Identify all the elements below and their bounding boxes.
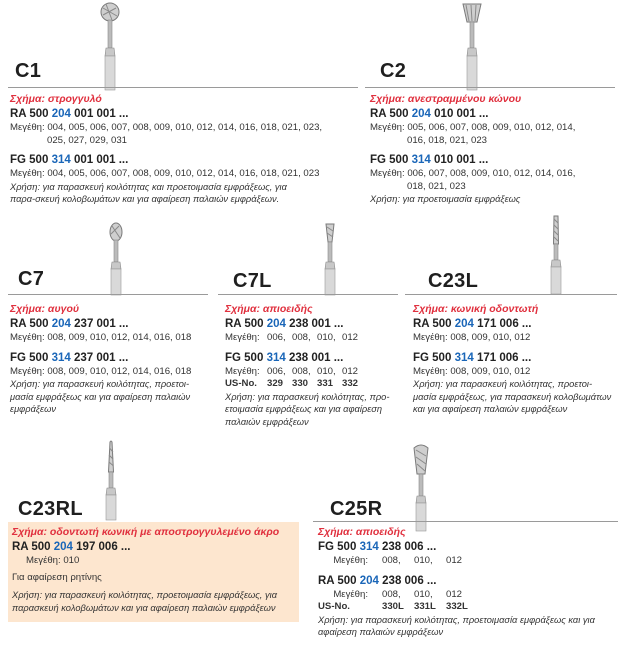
ref-mid: 204 (51, 108, 71, 120)
us-value: 331L (414, 601, 436, 612)
ref-mid: 314 (51, 351, 71, 364)
c23l-divider (405, 294, 617, 295)
ref-suffix: 238 006 ... (378, 574, 437, 587)
c23rl-block (12, 526, 297, 614)
ref-prefix: RA 500 (413, 318, 455, 330)
c2-fg-sizes-2: 018, 021, 023 (407, 180, 466, 192)
c23rl-usage-note: Χρήση: για παρασκευή κοιλότητας, προετοιμασία εμφράξεως, για παρασκευή κολοβωμάτων και για αφαίρεση παλαιών εμφράξεων (12, 590, 277, 613)
ref-suffix: 010 001 ... (430, 108, 489, 120)
size-value: 010, (317, 332, 336, 343)
c7l-ra-ref (225, 317, 405, 332)
c1-round-bur-image (100, 2, 120, 92)
ref-prefix: FG 500 (318, 541, 360, 553)
ref-prefix: RA 500 (318, 574, 360, 587)
c7-code: C7 (18, 268, 45, 290)
c25r-block (318, 526, 618, 639)
c25r-fg-sizes (318, 555, 618, 568)
ref-prefix: FG 500 (225, 351, 267, 364)
c23l-shape: Σχήμα: κωνική οδοντωτή (413, 303, 539, 315)
c2-ra-ref (370, 107, 620, 122)
c25r-ra-ref (318, 574, 618, 589)
size-value: 012 (446, 588, 463, 600)
c25r-shape: Σχήμα: απιοειδής (318, 526, 406, 538)
c2-inverted-cone-bur-image (460, 2, 484, 92)
c7l-divider (218, 294, 398, 295)
sizes-label: Μεγέθη: (333, 588, 368, 600)
c23l-fg-sizes: Μεγέθη: 008, 009, 010, 012 (413, 365, 531, 377)
us-value: 329 (267, 378, 284, 389)
ref-prefix: RA 500 (10, 318, 52, 330)
c7-divider (8, 294, 208, 295)
c7l-fg-sizes (225, 366, 405, 379)
ref-prefix: FG 500 (413, 351, 455, 364)
c1-ra-sizes-2: 025, 027, 029, 031 (47, 134, 128, 146)
ref-mid: 204 (51, 318, 71, 330)
ref-mid: 314 (359, 541, 379, 553)
c7-fg-sizes: Μεγέθη: 008, 009, 010, 012, 014, 016, 018 (10, 365, 192, 377)
ref-suffix: 171 006 ... (473, 318, 532, 330)
size-value: 008, (382, 555, 401, 566)
c1-block (10, 93, 360, 206)
ref-suffix: 197 006 ... (72, 541, 131, 553)
c2-usage-note: Χρήση: για προετοιμασία εμφράξεως (370, 194, 521, 204)
c1-fg-sizes: Μεγέθη: 004, 005, 006, 007, 008, 009, 010, 012, 014, 016, 018, 021, 023 (10, 168, 320, 179)
size-value: 010, (414, 588, 433, 600)
c7l-code: C7L (233, 270, 272, 292)
size-value: 008, (292, 365, 311, 377)
c23rl-ra-ref (12, 540, 297, 555)
c23l-code: C23L (428, 270, 479, 292)
c23rl-extra-usage: Για αφαίρεση ρητίνης (12, 571, 102, 583)
ref-prefix: RA 500 (12, 541, 54, 553)
us-value: 330L (382, 601, 404, 612)
c7-egg-bur-image (106, 222, 126, 298)
size-value: 006, (267, 332, 286, 343)
c7-block (10, 303, 215, 416)
ref-suffix: 010 001 ... (430, 154, 489, 166)
ref-suffix: 237 001 ... (70, 351, 129, 364)
c23rl-ra-sizes: Μεγέθη: 010 (26, 555, 80, 566)
c25r-us-numbers (318, 601, 618, 614)
c2-shape: Σχήμα: ανεστραμμένου κώνου (370, 93, 522, 105)
size-value: 008, (292, 332, 311, 343)
c25r-fg-ref (318, 540, 618, 555)
c7-shape: Σχήμα: αυγού (10, 303, 80, 315)
size-value: 012 (446, 555, 463, 566)
sizes-label: Μεγέθη: (333, 555, 368, 566)
ref-prefix: RA 500 (225, 318, 267, 330)
us-label: US-No. (318, 601, 350, 612)
c23rl-code: C23RL (18, 498, 83, 520)
c1-ra-ref (10, 107, 360, 122)
size-value: 012 (342, 332, 359, 343)
c2-code: C2 (380, 60, 407, 82)
sizes-label: Μεγέθη: (225, 332, 260, 343)
c1-usage-note: Χρήση: για παρασκευή κοιλότητας και προετοιμασία εμφράξεως, για παρα-σκευή κολοβωμάτων και για αφαίρεση παλαιών εμφράξεων. (10, 181, 287, 204)
ref-mid: 204 (454, 318, 474, 330)
c25r-ra-sizes (318, 589, 618, 602)
c23rl-shape: Σχήμα: οδοντωτή κωνική με αποστρογγυλεμένο άκρο (12, 526, 280, 538)
size-value: 006, (267, 365, 286, 377)
c1-divider (8, 87, 358, 88)
c25r-code: C25R (330, 498, 383, 520)
ref-mid: 314 (411, 154, 431, 166)
ref-mid: 204 (53, 541, 73, 553)
c23l-fg-ref (413, 351, 623, 366)
ref-suffix: 238 001 ... (285, 318, 344, 330)
size-value: 010, (317, 365, 336, 377)
us-value: 332L (446, 601, 468, 612)
c1-code: C1 (15, 60, 42, 82)
size-value: 010, (414, 555, 433, 566)
sizes-label: Μεγέθη: (225, 365, 260, 377)
ref-prefix: FG 500 (10, 154, 52, 166)
c7-ra-sizes: Μεγέθη: 008, 009, 010, 012, 014, 016, 018 (10, 332, 192, 343)
c7l-pear-bur-image (320, 222, 340, 298)
c7-ra-ref (10, 317, 215, 332)
ref-mid: 204 (266, 318, 286, 330)
us-value: 331 (317, 378, 334, 389)
size-value: 012 (342, 365, 359, 377)
ref-suffix: 238 006 ... (378, 541, 437, 553)
c23l-tapered-cross-cut-bur-image (548, 214, 564, 296)
c7-usage-note: Χρήση: για παρασκευή κοιλότητας, προετοι-μασία εμφράξεως και για αφαίρεση παλαιών εμφράξεων (10, 379, 191, 414)
ref-suffix: 238 001 ... (285, 351, 344, 364)
ref-prefix: FG 500 (370, 154, 412, 166)
ref-mid: 314 (266, 351, 286, 364)
c1-shape: Σχήμα: στρογγυλό (10, 93, 102, 105)
ref-suffix: 171 006 ... (473, 351, 532, 364)
ref-suffix: 001 001 ... (70, 154, 129, 166)
c23l-ra-sizes: Μεγέθη: 008, 009, 010, 012 (413, 332, 531, 343)
c2-fg-ref (370, 153, 620, 168)
ref-suffix: 237 001 ... (70, 318, 129, 330)
us-label: US-No. (225, 378, 257, 389)
c7l-ra-sizes (225, 332, 405, 345)
c7l-us-numbers (225, 378, 405, 391)
ref-prefix: RA 500 (10, 108, 52, 120)
c7l-block (225, 303, 405, 428)
c7l-fg-ref (225, 351, 405, 366)
ref-mid: 204 (411, 108, 431, 120)
c2-ra-sizes: Μεγέθη: 005, 006, 007, 008, 009, 010, 012, 014, (370, 122, 576, 133)
c7l-usage-note: Χρήση: για παρασκευή κοιλότητας, προ-ετοιμασία εμφράξεως και για αφαίρεση παλαιών εμφράξεων (225, 391, 390, 427)
ref-mid: 314 (51, 154, 71, 166)
c2-divider (365, 87, 615, 88)
c25r-usage-note: Χρήση: για παρασκευή κοιλότητας, προετοιμασία εμφράξεως και για αφαίρεση παλαιών εμφράξεων (318, 614, 595, 637)
c7-fg-ref (10, 351, 215, 366)
ref-prefix: RA 500 (370, 108, 412, 120)
ref-mid: 314 (454, 351, 474, 364)
ref-suffix: 001 001 ... (70, 108, 129, 120)
c23rl-tapered-round-end-bur-image (103, 440, 119, 520)
c23l-ra-ref (413, 317, 623, 332)
ref-mid: 204 (359, 574, 379, 587)
c1-ra-sizes: Μεγέθη: 004, 005, 006, 007, 008, 009, 010, 012, 014, 016, 018, 021, 023, (10, 122, 323, 133)
c1-fg-ref (10, 153, 360, 168)
ref-prefix: FG 500 (10, 351, 52, 364)
size-value: 008, (382, 588, 401, 600)
c2-block (370, 93, 620, 206)
c23l-usage-note: Χρήση: για παρασκευή κοιλότητας, προετοι-μασία εμφράξεως, για παρασκευή κολοβωμάτων και για αφαίρεση παλαιών εμφράξεων (413, 379, 612, 414)
us-value: 330 (292, 378, 309, 389)
c25r-divider (313, 521, 618, 522)
c2-fg-sizes: Μεγέθη: 006, 007, 008, 009, 010, 012, 014, 016, (370, 168, 576, 179)
c23l-block (413, 303, 623, 416)
c2-ra-sizes-2: 016, 018, 021, 023 (407, 134, 488, 146)
us-value: 332 (342, 378, 359, 389)
c7l-shape: Σχήμα: απιοειδής (225, 303, 313, 315)
